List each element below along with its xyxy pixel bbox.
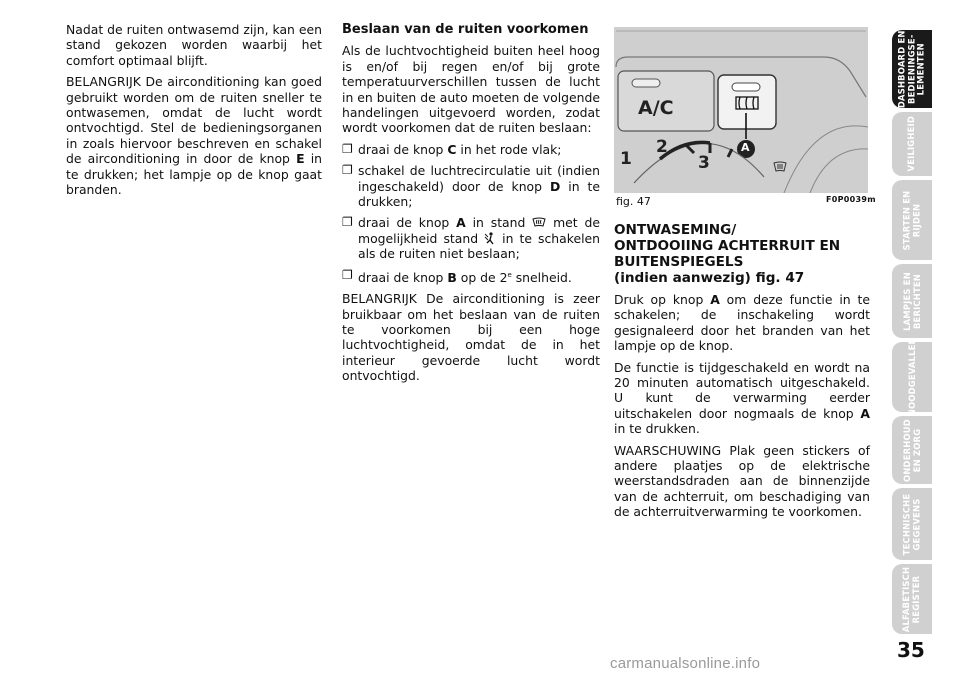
- paragraph-important-ac: BELANGRIJK De airconditioning kan goed gebruikt worden om de ruiten sneller te ontwasemen, omdat de lucht wordt ontvochtigd. Stel de bedieningsorganen in zoals hiervoor beschreven en schakel de airconditioning in door de knop E in te drukken; het lampje op de knop gaat branden.: [66, 74, 322, 198]
- key-label: C: [447, 141, 457, 157]
- paragraph-warning: WAARSCHUWING Plak geen stickers of andere plaatjes op de elektrische weerstandsdraden aan de binnenzijde van de achterruit, om beschadiging van de achterruitverwarming te voorkomen.: [614, 442, 870, 520]
- ac-button-label: A/C: [638, 97, 674, 119]
- key-label: A: [456, 215, 466, 231]
- watermark: carmanualsonline.info: [610, 655, 761, 672]
- tab-alfabetisch-register[interactable]: ALFABETISCH REGISTER: [892, 564, 932, 634]
- figure-code: F0P0039m: [826, 195, 876, 204]
- checkbox-bullet-icon: ❐: [342, 267, 353, 282]
- checkbox-bullet-icon: ❐: [342, 163, 353, 178]
- feet-windscreen-icon: [484, 232, 496, 245]
- column-middle: [342, 22, 600, 390]
- key-label: A: [710, 292, 720, 307]
- tab-technische-gegevens[interactable]: TECHNISCHE GEGEVENS: [892, 488, 932, 560]
- list-item: ❐ draai de knop B op de 2e snelheid.: [342, 267, 572, 285]
- checkbox-bullet-icon: ❐: [342, 215, 353, 230]
- page-number: 35: [897, 638, 925, 662]
- key-label: D: [549, 178, 561, 194]
- key-label: B: [447, 269, 457, 285]
- section-heading: Beslaan van de ruiten voorkomen: [342, 22, 589, 37]
- tab-lampjes-en-berichten[interactable]: LAMPJES EN BERICHTEN: [892, 264, 932, 338]
- paragraph-intro: Als de luchtvochtigheid buiten heel hoog is en/of bij regen en/of bij grote temperatuurverschillen tussen de lucht in en buiten de auto moeten de volgende handelingen uitgevoerd worden, zodat wordt voorkomen dat de ruiten beslaan:: [342, 43, 600, 136]
- checkbox-bullet-icon: ❐: [342, 141, 353, 156]
- figure-caption: fig. 47: [616, 195, 651, 208]
- tab-veiligheid[interactable]: VEILIGHEID: [892, 112, 932, 176]
- column-right: [614, 222, 870, 526]
- fan-speed-label: 1: [620, 149, 632, 169]
- paragraph-timer: De functie is tijdgeschakeld en wordt na 20 minuten automatisch uitgeschakeld. U kunt de verwarming eerder uitschakelen door nogmaals de knop A in te drukken.: [614, 359, 870, 437]
- paragraph-comfort: Nadat de ruiten ontwasemd zijn, kan een stand gekozen worden waarbij het comfort optimaal blijft.: [66, 22, 322, 68]
- list-item: ❐ draai de knop A in stand met de mogelijkheid stand in te schakelen als de ruiten niet beslaan;: [342, 215, 600, 262]
- callout-label: A: [741, 141, 750, 154]
- list-item: ❐ schakel de luchtrecirculatie uit (indien ingeschakeld) door de knop D in te drukken;: [342, 163, 601, 210]
- figure-47-control-panel: [614, 27, 868, 193]
- tab-dashboard[interactable]: DASHBOARD EN BEDIENINGSE- LEMENTEN: [892, 30, 932, 108]
- tab-starten-en-rijden[interactable]: STARTEN EN RIJDEN: [892, 180, 932, 260]
- tab-onderhoud-en-zorg[interactable]: ONDERHOUD EN ZORG: [892, 416, 932, 484]
- list-item: ❐ draai de knop C in het rode vlak;: [342, 141, 562, 157]
- key-label: E: [296, 151, 305, 167]
- tab-noodgevallen[interactable]: NOODGEVALLEN: [892, 342, 932, 412]
- fan-speed-label: 2: [656, 137, 668, 157]
- section-heading: ONTWASEMING/ ONTDOOIING ACHTERRUIT EN BUITENSPIEGELS (indien aanwezig) fig. 47: [614, 222, 841, 286]
- paragraph-important-prevent: BELANGRIJK De airconditioning is zeer bruikbaar om het beslaan van de ruiten te voorkomen bij een hoge luchtvochtigheid, omdat de in het interieur gevoerde lucht wordt ontvochtigd.: [342, 291, 600, 384]
- key-label: A: [860, 405, 870, 421]
- column-left: [66, 22, 322, 203]
- fan-speed-label: 3: [698, 153, 710, 173]
- windscreen-defrost-icon: [532, 217, 546, 228]
- paragraph-activate: Druk op knop A om deze functie in te schakelen; de inschakeling wordt gesignaleerd door het branden van het lampje op de knop.: [614, 292, 870, 354]
